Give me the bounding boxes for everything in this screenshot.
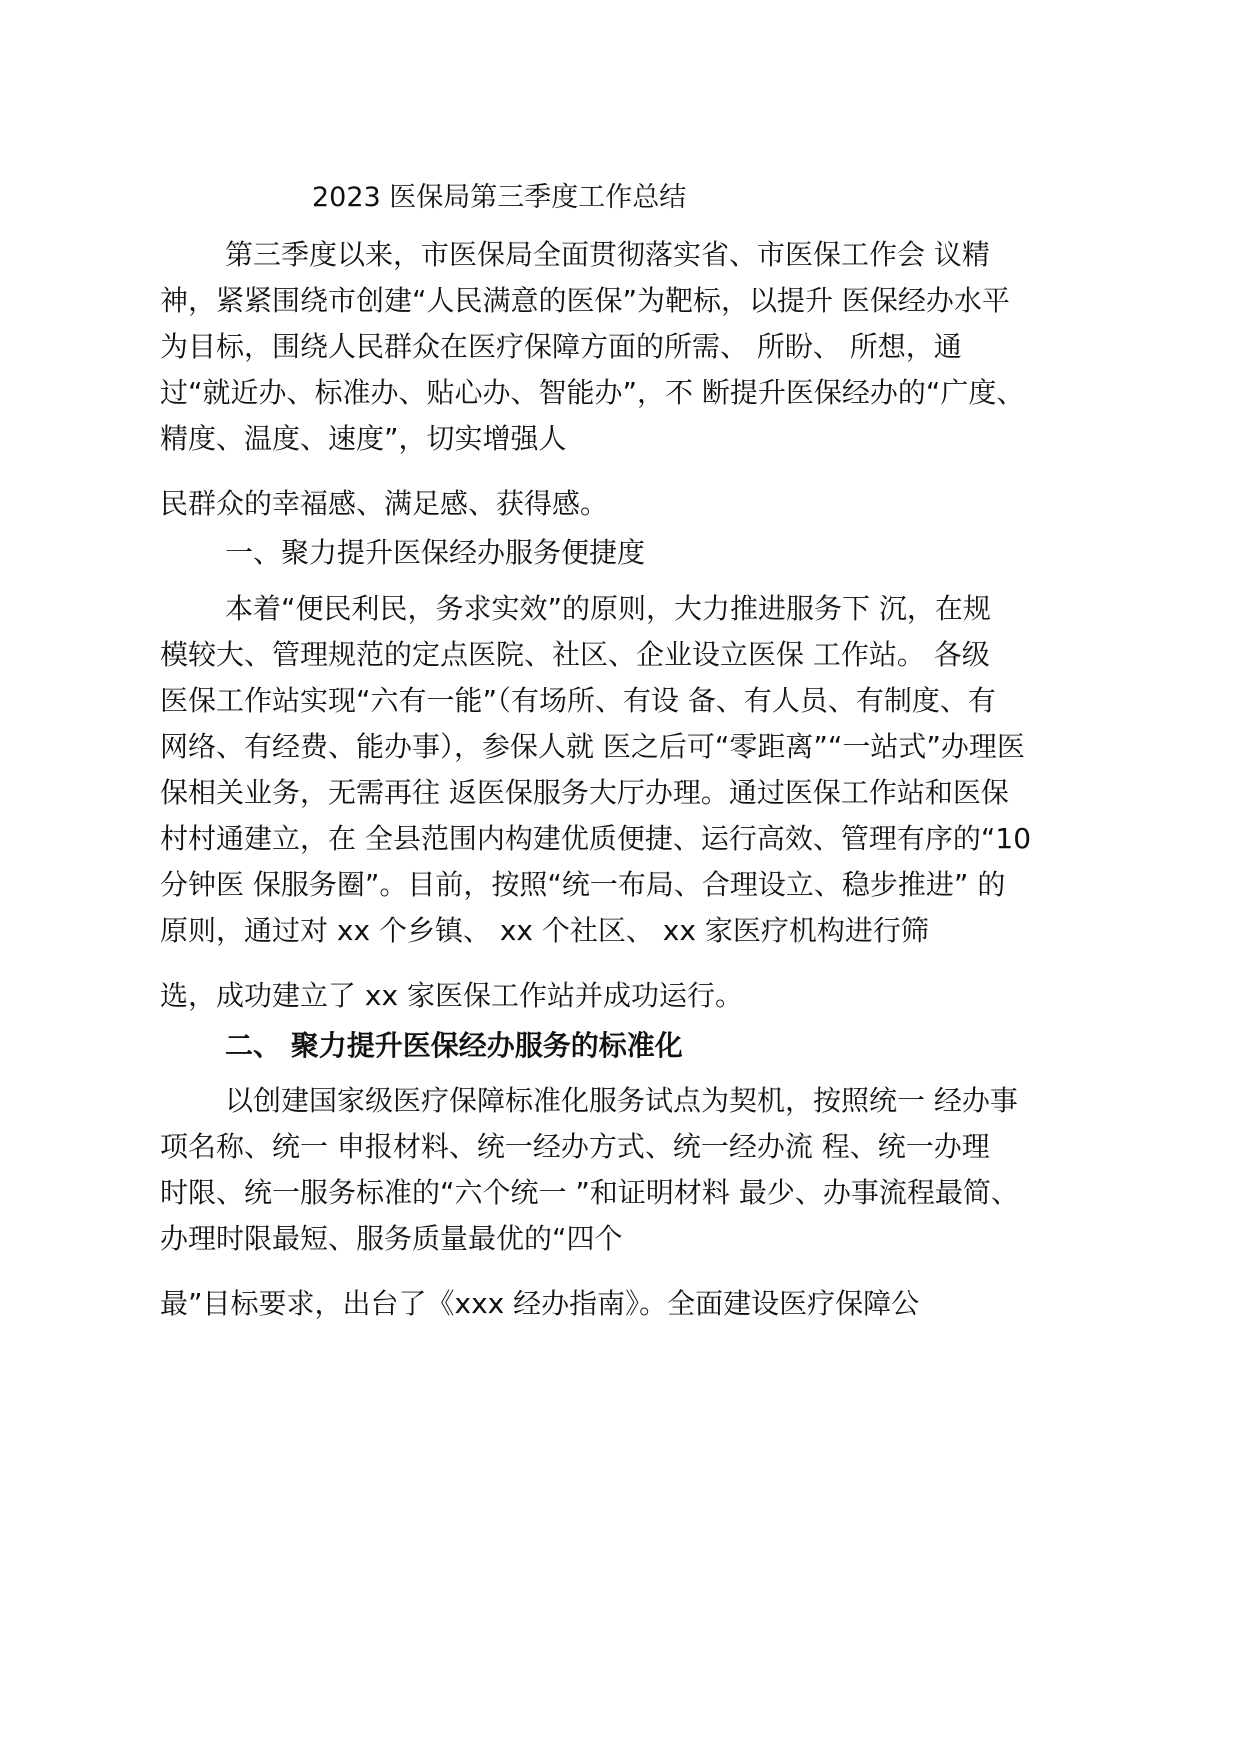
document-title: 2023 医保局第三季度工作总结 <box>312 182 687 213</box>
paragraph-line: 分钟医 保服务圈”。目前，按照“统一布局、合理设立、稳步推进” 的 <box>160 868 1006 901</box>
paragraph-line: 村村通建立，在 全县范围内构建优质便捷、运行高效、管理有序的“10 <box>160 822 1032 855</box>
section-heading-2: 二、 聚力提升医保经办服务的标准化 <box>225 1029 683 1062</box>
paragraph-line: 神，紧紧围绕市创建“人民满意的医保”为靶标，以提升 医保经办水平 <box>160 284 1010 317</box>
paragraph-line: 民群众的幸福感、满足感、获得感。 <box>160 487 609 520</box>
paragraph-line: 第三季度以来，市医保局全面贯彻落实省、市医保工作会 议精 <box>225 238 990 271</box>
paragraph-line: 保相关业务，无需再往 返医保服务大厅办理。通过医保工作站和医保 <box>160 776 1009 809</box>
paragraph-line: 时限、统一服务标准的“六个统一 ”和证明材料 最少、办事流程最简、 <box>160 1176 1019 1209</box>
paragraph-line: 医保工作站实现“六有一能”（有场所、有设 备、有人员、有制度、有 <box>160 684 996 717</box>
paragraph-line: 网络、有经费、能办事），参保人就 医之后可“零距离”“一站式”办理医 <box>160 730 1025 763</box>
paragraph-line: 精度、温度、速度”，切实增强人 <box>160 422 567 455</box>
paragraph-line: 项名称、统一 申报材料、统一经办方式、统一经办流 程、统一办理 <box>160 1130 990 1163</box>
section-heading-1: 一、聚力提升医保经办服务便捷度 <box>225 536 646 569</box>
paragraph-line: 原则，通过对 xx 个乡镇、 xx 个社区、 xx 家医疗机构进行筛 <box>160 914 929 947</box>
paragraph-line: 过“就近办、标准办、贴心办、智能办”，不 断提升医保经办的“广度、 <box>160 376 1025 409</box>
paragraph-line: 本着“便民利民，务求实效”的原则，大力推进服务下 沉，在规 <box>225 592 991 625</box>
paragraph-line: 办理时限最短、服务质量最优的“四个 <box>160 1222 623 1255</box>
paragraph-line: 以创建国家级医疗保障标准化服务试点为契机，按照统一 经办事 <box>225 1084 1018 1117</box>
paragraph-line: 模较大、管理规范的定点医院、社区、企业设立医保 工作站。 各级 <box>160 638 990 671</box>
paragraph-line: 为目标，围绕人民群众在医疗保障方面的所需、 所盼、 所想，通 <box>160 330 962 363</box>
paragraph-line: 最”目标要求，出台了《xxx 经办指南》。全面建设医疗保障公 <box>160 1287 920 1320</box>
paragraph-line: 选，成功建立了 xx 家医保工作站并成功运行。 <box>160 979 743 1012</box>
